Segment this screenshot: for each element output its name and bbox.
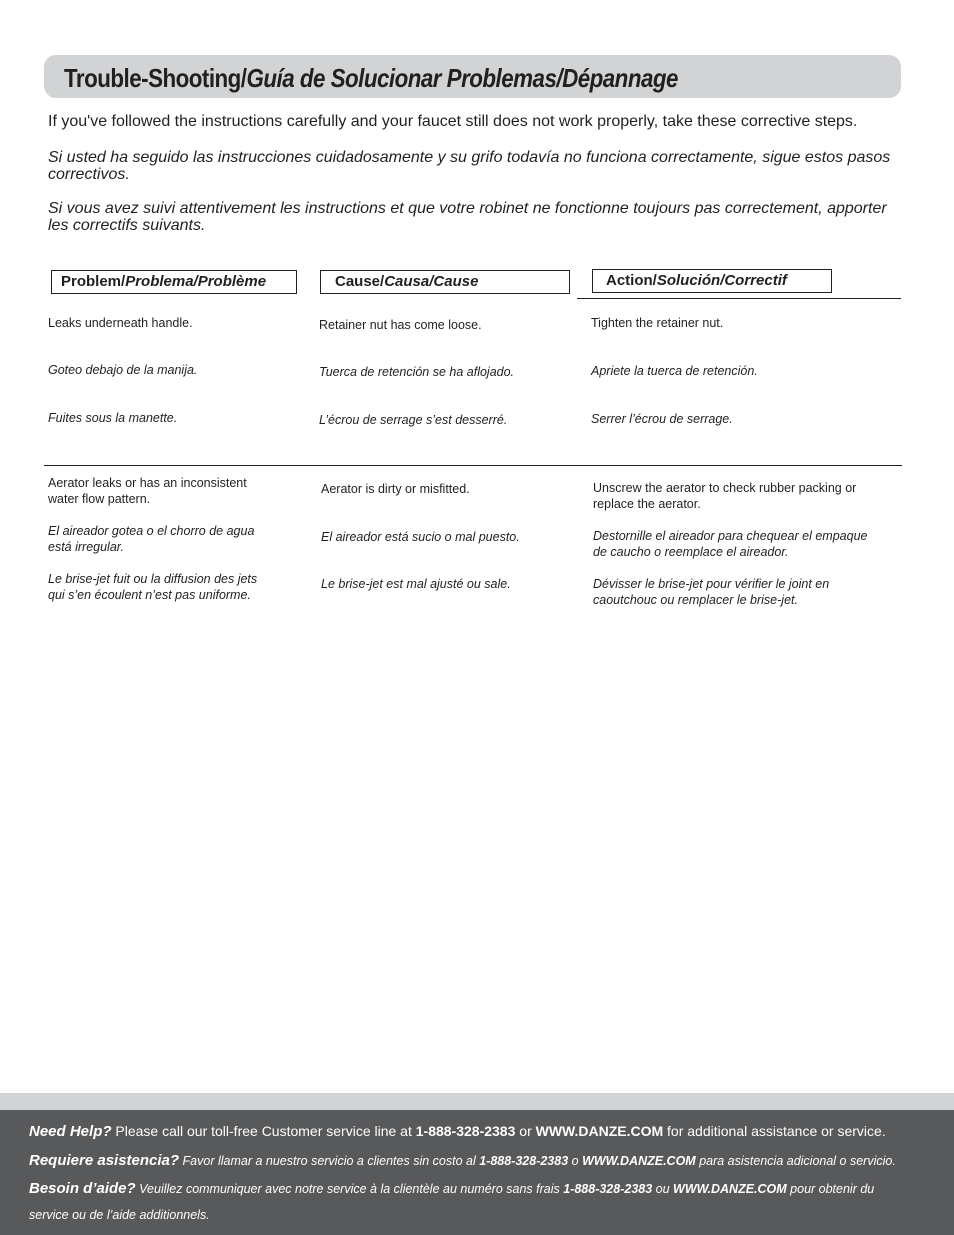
row1-action-es: Apriete la tuerca de retención. xyxy=(591,364,758,378)
intro-french: Si vous avez suivi attentivement les instructions et que votre robinet ne fonctionne toujours pas correctement, apporter les correctifs suivants. xyxy=(48,200,887,234)
column-header-cause xyxy=(320,270,570,294)
row2-problem-en: Aerator leaks or has an inconsistent water flow pattern. xyxy=(48,476,247,506)
title-bar xyxy=(44,55,901,98)
row1-problem-fr: Fuites sous la manette. xyxy=(48,411,178,425)
header-divider xyxy=(577,298,901,299)
footer-strip xyxy=(0,1093,954,1110)
help-tail-en: for additional assistance or service. xyxy=(663,1123,886,1139)
header-problem-alt: Problema/Problème xyxy=(125,273,267,290)
row2-problem-es: El aireador gotea o el chorro de agua está irregular. xyxy=(48,524,255,554)
phone-number-fr: 1-888-328-2383 xyxy=(563,1182,653,1196)
help-text-es: Favor llamar a nuestro servicio a clientes sin costo al xyxy=(179,1154,480,1168)
row1-action-en: Tighten the retainer nut. xyxy=(591,316,724,330)
help-line-spanish xyxy=(29,1152,896,1169)
row2-cause-fr: Le brise-jet est mal ajusté ou sale. xyxy=(321,577,511,591)
row2-action-es: Destornille el aireador para chequear el empaque de caucho o reemplace el aireador. xyxy=(593,529,868,559)
help-lead-fr: Besoin d’aide? xyxy=(29,1180,136,1197)
website-es: WWW.DANZE.COM xyxy=(582,1154,696,1168)
row1-cause-es: Tuerca de retención se ha aflojado. xyxy=(319,365,515,379)
help-text-fr: Veuillez communiquer avec notre service à la clientèle au numéro sans frais xyxy=(135,1182,564,1196)
row1-action-fr: Serrer l’écrou de serrage. xyxy=(591,412,733,426)
help-tail-es: para asistencia adicional o servicio. xyxy=(695,1154,896,1168)
row2-cause-es: El aireador está sucio o mal puesto. xyxy=(321,530,520,544)
row2-cause-en: Aerator is dirty or misfitted. xyxy=(321,482,470,496)
header-problem-en: Problem/ xyxy=(61,273,126,290)
row1-cause-fr: L’écrou de serrage s’est desserré. xyxy=(319,413,508,427)
intro-spanish: Si usted ha seguido las instrucciones cuidadosamente y su grifo todavía no funciona correctamente, sigue estos pasos correctivos. xyxy=(48,149,891,183)
intro-english: If you've followed the instructions carefully and your faucet still does not work properly, take these corrective steps. xyxy=(48,113,858,130)
help-line-french-cont: service ou de l’aide additionnels. xyxy=(29,1208,210,1222)
title-english: Trouble-Shooting/ xyxy=(64,63,247,93)
help-text-en: Please call our toll-free Customer service line at xyxy=(111,1123,416,1139)
phone-number-es: 1-888-328-2383 xyxy=(479,1154,569,1168)
help-or-en: or xyxy=(515,1123,536,1139)
help-line-french xyxy=(29,1180,874,1197)
help-line-english xyxy=(29,1123,886,1140)
row2-problem-fr: Le brise-jet fuit ou la diffusion des jets qui s’en écoulent n’est pas uniforme. xyxy=(48,572,258,602)
header-cause-en: Cause/ xyxy=(335,273,385,290)
help-footer xyxy=(0,1110,954,1235)
row2-action-fr: Dévisser le brise-jet pour vérifier le joint en caoutchouc ou remplacer le brise-jet. xyxy=(593,577,830,607)
column-header-action xyxy=(592,269,832,293)
row1-problem-en: Leaks underneath handle. xyxy=(48,316,193,330)
website-fr: WWW.DANZE.COM xyxy=(673,1182,787,1196)
row1-cause-en: Retainer nut has come loose. xyxy=(319,318,482,332)
header-cause-alt: Causa/Cause xyxy=(384,273,479,290)
row2-action-en: Unscrew the aerator to check rubber packing or replace the aerator. xyxy=(593,481,857,511)
header-action-alt: Solución/Correctif xyxy=(656,272,787,289)
row-divider xyxy=(44,465,902,466)
help-or-es: o xyxy=(568,1154,583,1168)
website-en: WWW.DANZE.COM xyxy=(535,1123,664,1139)
column-header-problem xyxy=(51,270,297,294)
row1-problem-es: Goteo debajo de la manija. xyxy=(48,363,198,377)
help-lead-en: Need Help? xyxy=(29,1123,112,1140)
help-tail-fr: pour obtenir du xyxy=(786,1182,875,1196)
help-lead-es: Requiere asistencia? xyxy=(29,1152,180,1169)
phone-number-en: 1-888-328-2383 xyxy=(415,1123,516,1139)
help-or-fr: ou xyxy=(652,1182,674,1196)
page-title xyxy=(64,63,678,94)
header-action-en: Action/ xyxy=(606,272,657,289)
title-translations: Guía de Solucionar Problemas/Dépannage xyxy=(246,63,678,93)
